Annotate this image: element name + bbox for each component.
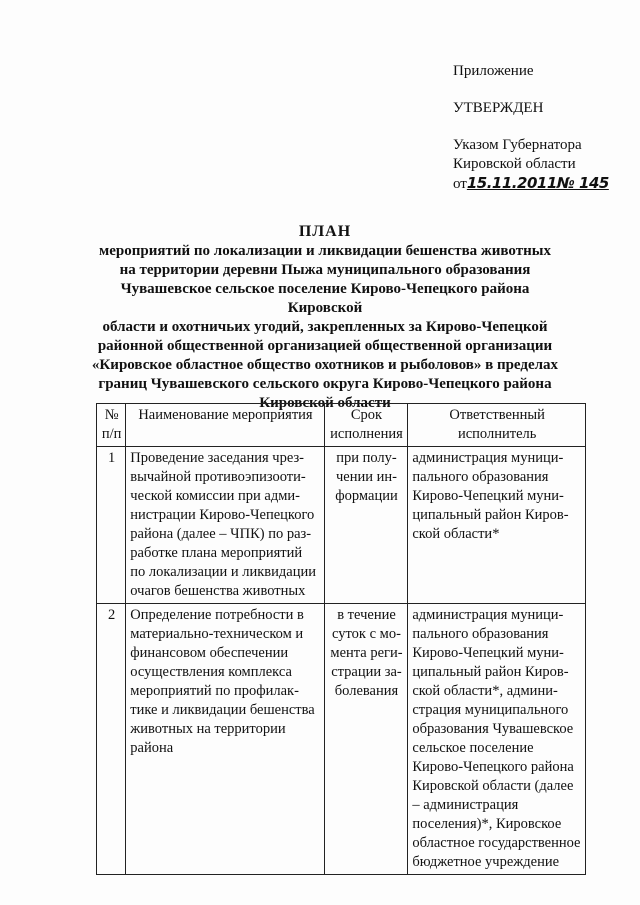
- header-responsible: Ответственный исполнитель: [408, 404, 586, 447]
- title-line: границ Чувашевского сельского округа Кирово-Чепецкого района: [98, 376, 552, 392]
- decree-line-2: Кировской области: [453, 156, 576, 172]
- table-row: [97, 604, 586, 875]
- title-line: мероприятий по локализации и ликвидации бешенства животных: [99, 243, 551, 259]
- row-num: 1: [97, 447, 126, 604]
- date-prefix: от: [453, 176, 467, 192]
- row-num: 2: [97, 604, 126, 875]
- decree-date-line: [453, 174, 633, 194]
- header-name: Наименование мероприятия: [126, 404, 324, 447]
- table-row: [97, 447, 586, 604]
- title-line: области и охотничьих угодий, закрепленных за Кирово-Чепецкой: [102, 319, 548, 335]
- plan-table: [96, 403, 586, 875]
- plan-heading: ПЛАН: [298, 223, 352, 240]
- row-responsible: администрация муници-пального образования Кирово-Чепецкий муни-ципальный район Киров-ской области*: [408, 447, 586, 604]
- decree-line-1: Указом Губернатора: [453, 137, 582, 153]
- plan-title-block: [90, 222, 560, 413]
- title-line: «Кировское областное общество охотников и рыболовов» в пределах: [91, 357, 559, 373]
- row-responsible: администрация муници-пального образования Кирово-Чепецкий муни-ципальный район Киров-ской области*, админи-страция муниципального образования Чувашевское сельское поселение Кирово-Чепецкого района Кировской области (далее – администрация поселения)*, Кировское областное государственное бюджетное учреждение: [408, 604, 586, 875]
- title-line: на территории деревни Пыжа муниципального образования: [119, 262, 531, 278]
- approval-stamp-block: [453, 62, 633, 194]
- title-line: Чувашевское сельское поселение Кирово-Чепецкого района Кировской: [120, 281, 530, 316]
- row-term: в течение суток с мо-мента реги-страции за-болевания: [324, 604, 408, 875]
- table-header-row: [97, 404, 586, 447]
- row-name: Проведение заседания чрез-вычайной противоэпизооти-ческой комиссии при адми-нистрации Кирово-Чепецкого района (далее – ЧПК) по раз-работке плана мероприятий по локализации и ликвидации очагов бешенства животных: [126, 447, 324, 604]
- title-line: районной общественной организацией общественной организации: [97, 338, 553, 354]
- title-line: Кировской области: [259, 395, 391, 411]
- header-num: № п/п: [97, 404, 126, 447]
- handwritten-date-number: 15.11.2011№ 145: [466, 174, 609, 192]
- header-term: Срок исполнения: [324, 404, 408, 447]
- row-name: Определение потребности в материально-техническом и финансовом обеспечении осуществления комплекса мероприятий по профилак-тике и ликвидации бешенства животных на территории района: [126, 604, 324, 875]
- appendix-label: Приложение: [453, 63, 534, 79]
- row-term: при полу-чении ин-формации: [324, 447, 408, 604]
- approved-label: УТВЕРЖДЕН: [453, 100, 544, 116]
